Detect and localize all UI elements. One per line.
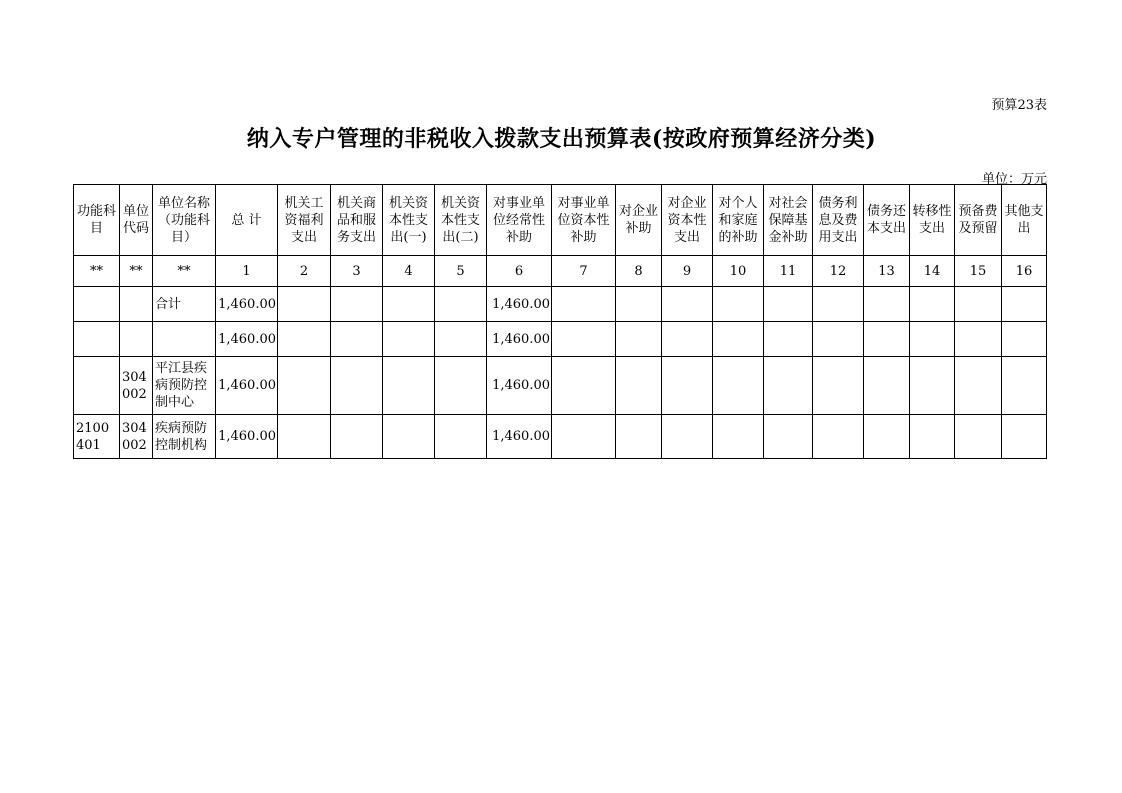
value-cell [278, 287, 331, 322]
value-cell [435, 322, 487, 357]
unit-code-cell [120, 287, 153, 322]
value-cell [955, 415, 1002, 459]
index-cell: 9 [662, 256, 713, 287]
unit-code-cell [120, 322, 153, 357]
header-cell: 机关工资福利支出 [278, 185, 331, 256]
value-cell [1002, 322, 1047, 357]
value-cell [616, 287, 662, 322]
value-cell [813, 322, 864, 357]
value-cell [764, 287, 813, 322]
total-cell: 1,460.00 [216, 287, 278, 322]
header-cell: 对个人和家庭的补助 [713, 185, 764, 256]
total-cell: 1,460.00 [216, 415, 278, 459]
value-cell [713, 415, 764, 459]
subsidy-cell: 1,460.00 [487, 415, 552, 459]
value-cell [713, 287, 764, 322]
value-cell [662, 415, 713, 459]
value-cell [864, 415, 910, 459]
table-row [74, 287, 1047, 322]
value-cell [864, 357, 910, 415]
value-cell [331, 415, 383, 459]
budget-table [73, 184, 1047, 459]
function-code-cell [74, 322, 120, 357]
unit-name-cell: 平江县疾病预防控制中心 [153, 357, 216, 415]
header-cell: 对企业补助 [616, 185, 662, 256]
header-cell: 功能科目 [74, 185, 120, 256]
value-cell [278, 357, 331, 415]
value-cell [383, 415, 435, 459]
value-cell [713, 357, 764, 415]
value-cell [616, 415, 662, 459]
index-cell: 13 [864, 256, 910, 287]
value-cell [383, 322, 435, 357]
value-cell [1002, 287, 1047, 322]
value-cell [552, 287, 616, 322]
index-cell: ** [120, 256, 153, 287]
page-title: 纳入专户管理的非税收入拨款支出预算表(按政府预算经济分类) [246, 126, 877, 152]
value-cell [910, 322, 955, 357]
value-cell [764, 415, 813, 459]
index-cell: ** [74, 256, 120, 287]
value-cell [552, 322, 616, 357]
unit-code-cell: 304002 [120, 357, 153, 415]
function-code-cell [74, 357, 120, 415]
header-cell: 总 计 [216, 185, 278, 256]
index-cell: 7 [552, 256, 616, 287]
table-row [74, 415, 1047, 459]
value-cell [955, 322, 1002, 357]
value-cell [383, 357, 435, 415]
total-cell: 1,460.00 [216, 357, 278, 415]
value-cell [955, 357, 1002, 415]
index-cell: 6 [487, 256, 552, 287]
value-cell [383, 287, 435, 322]
header-cell: 对社会保障基金补助 [764, 185, 813, 256]
value-cell [278, 322, 331, 357]
value-cell [910, 357, 955, 415]
value-cell [331, 287, 383, 322]
index-cell: 5 [435, 256, 487, 287]
index-cell: 10 [713, 256, 764, 287]
value-cell [616, 322, 662, 357]
value-cell [662, 357, 713, 415]
value-cell [713, 322, 764, 357]
value-cell [813, 415, 864, 459]
unit-label: 单位：万元 [981, 172, 1047, 187]
index-cell: 11 [764, 256, 813, 287]
function-code-cell: 2100401 [74, 415, 120, 459]
subsidy-cell: 1,460.00 [487, 287, 552, 322]
value-cell [662, 287, 713, 322]
value-cell [955, 287, 1002, 322]
index-cell: ** [153, 256, 216, 287]
header-cell: 对事业单位经常性补助 [487, 185, 552, 256]
value-cell [864, 287, 910, 322]
header-cell: 对企业资本性支出 [662, 185, 713, 256]
header-cell: 对事业单位资本性补助 [552, 185, 616, 256]
header-cell: 机关资本性支出(一) [383, 185, 435, 256]
value-cell [764, 357, 813, 415]
value-cell [552, 357, 616, 415]
header-cell: 债务还本支出 [864, 185, 910, 256]
index-cell: 15 [955, 256, 1002, 287]
index-cell: 1 [216, 256, 278, 287]
total-cell: 1,460.00 [216, 322, 278, 357]
header-cell: 其他支出 [1002, 185, 1047, 256]
value-cell [435, 415, 487, 459]
unit-name-cell [153, 322, 216, 357]
header-cell: 债务利息及费用支出 [813, 185, 864, 256]
value-cell [910, 287, 955, 322]
unit-name-cell: 合计 [153, 287, 216, 322]
form-number: 预算23表 [991, 98, 1047, 113]
value-cell [552, 415, 616, 459]
index-cell: 14 [910, 256, 955, 287]
header-row [74, 185, 1047, 256]
value-cell [331, 322, 383, 357]
subsidy-cell: 1,460.00 [487, 357, 552, 415]
value-cell [662, 322, 713, 357]
value-cell [864, 322, 910, 357]
index-row [74, 256, 1047, 287]
index-cell: 8 [616, 256, 662, 287]
header-cell: 单位名称（功能科目） [153, 185, 216, 256]
header-cell: 转移性支出 [910, 185, 955, 256]
unit-code-cell: 304002 [120, 415, 153, 459]
value-cell [910, 415, 955, 459]
value-cell [435, 357, 487, 415]
index-cell: 4 [383, 256, 435, 287]
value-cell [331, 357, 383, 415]
subsidy-cell: 1,460.00 [487, 322, 552, 357]
value-cell [278, 415, 331, 459]
header-cell: 机关商品和服务支出 [331, 185, 383, 256]
header-cell: 机关资本性支出(二) [435, 185, 487, 256]
value-cell [616, 357, 662, 415]
table-row [74, 322, 1047, 357]
index-cell: 12 [813, 256, 864, 287]
header-cell: 预备费及预留 [955, 185, 1002, 256]
value-cell [813, 287, 864, 322]
value-cell [764, 322, 813, 357]
index-cell: 2 [278, 256, 331, 287]
function-code-cell [74, 287, 120, 322]
index-cell: 16 [1002, 256, 1047, 287]
value-cell [1002, 415, 1047, 459]
value-cell [1002, 357, 1047, 415]
unit-name-cell: 疾病预防控制机构 [153, 415, 216, 459]
value-cell [435, 287, 487, 322]
table-row [74, 357, 1047, 415]
value-cell [813, 357, 864, 415]
index-cell: 3 [331, 256, 383, 287]
header-cell: 单位代码 [120, 185, 153, 256]
